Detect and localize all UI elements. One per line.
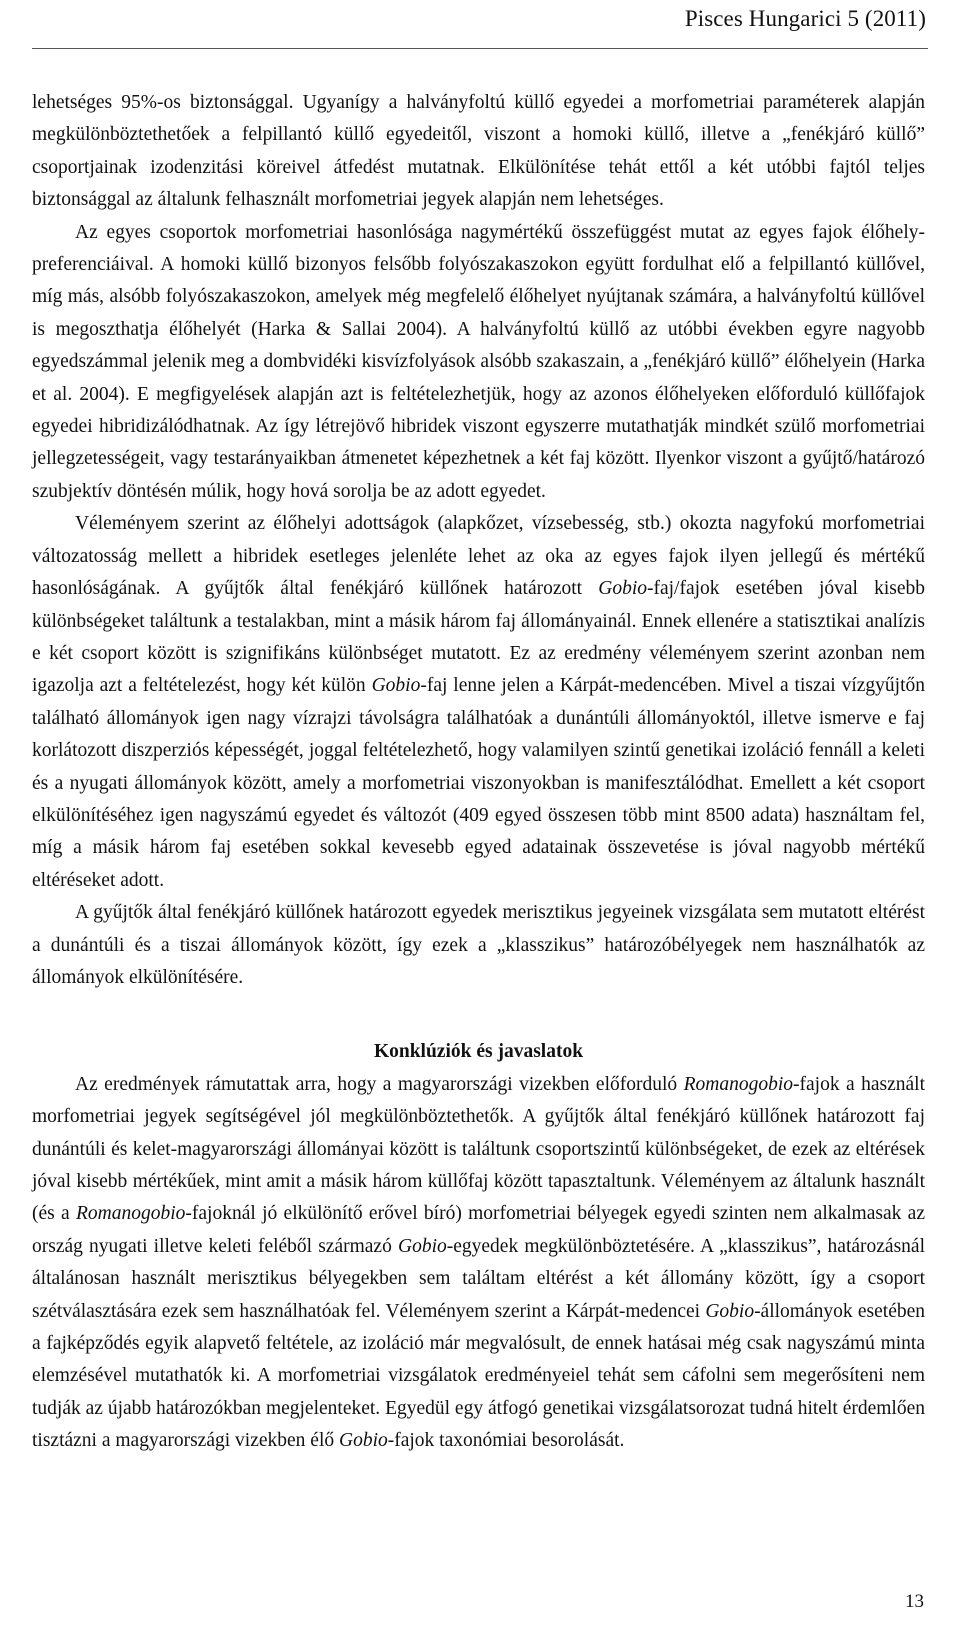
paragraph: lehetséges 95%-os biztonsággal. Ugyanígy a halványfoltú küllő egyedei a morfometriai paraméterek alapján megkülönböztethetőek a felpillantó küllő egyedeitől, viszont a homoki küllő, illetve a „fenékjáró küllő” csoportjainak izodenzitási köreivel átfedést mutatnak. Elkülönítése tehát ettől a két utóbbi fajtól teljes biztonsággal az általunk felhasznált morfometriai jegyek alapján nem lehetséges.: [32, 92, 925, 211]
header-divider: [32, 48, 928, 49]
genus-name: Gobio: [339, 1430, 388, 1452]
paragraph: [32, 508, 925, 897]
paragraph-text: Véleményem szerint az élőhelyi adottságok (alapkőzet, vízsebesség, stb.) okozta nagyfokú morfometriai változatosság mellett a hibridek esetleges jelenléte lehet az oka az egyes fajok ilyen jellegű és mértékű hasonlóságának. A gyűjtők által fenékjáró küllőnek határozott: [32, 513, 925, 600]
paragraph: A gyűjtők által fenékjáró küllőnek határozott egyedek merisztikus jegyeinek vizsgálata sem mutatott eltérést a dunántúli és a tiszai állományok között, így ezek a „klasszikus” határozóbélyegek nem használhatók az állományok elkülönítésére.: [32, 902, 925, 988]
genus-name: Gobio: [598, 578, 647, 600]
paragraph: [32, 1069, 925, 1458]
section-heading: Konklúziók és javaslatok: [373, 1041, 584, 1063]
genus-name: Gobio: [705, 1300, 755, 1322]
paragraph-text: -állományok esetében a fajképződés egyik alapvető feltétele, az izoláció már megvalósult, de ennek hatásai még csak nagyszámú minta elemzésével mutathatók ki. A morfometriai vizsgálatok eredményeiel tehát sem cáfolni sem megerősíteni nem tudják az újabb határozókban megjelenteket. Egyedül egy átfogó genetikai vizsgálatsorozat tudná hitelt érdemlően tisztázni a magyarországi vizekben élő: [32, 1300, 926, 1452]
paragraph-text: -egyedek megkülönböztetésére. A „klasszikus”, határozásnál általánosan használt merisztikus bélyegekben sem találtam eltérést a két állomány között, így a csoport szétválasztására ezek sem használhatóak fel. Véleményem szerint a Kárpát-medencei: [32, 1235, 925, 1322]
paragraph-text: -fajok a használt morfometriai jegyek segítségével jól megkülönböztethetők. A gyűjtők által fenékjáró küllőnek határozott faj dunántúli és kelet-magyarországi állományai között is találtunk csoportszintű különbségeket, de ezek az eltérések jóval kisebb mértékűek, mint amit a másik három küllőfaj között tapasztaltunk. Véleményem az általunk használt (és a: [32, 1073, 926, 1225]
genus-name: Romanogobio: [75, 1203, 186, 1225]
running-header: Pisces Hungarici 5 (2011): [684, 6, 926, 31]
genus-name: Romanogobio: [683, 1073, 794, 1095]
paragraph-text: -faj lenne jelen a Kárpát-medencében. Mivel a tiszai vízgyűjtőn található állományok igen nagy vízrajzi távolságra találhatóak a dunántúli állományoktól, illetve ismerve e faj korlátozott diszperziós képességét, joggal feltételezhető, hogy valamilyen szintű genetikai izoláció fennáll a keleti és a nyugati állományok között, amely a morfometriai viszonyokban is manifesztálódhat. Emellett a két csoport elkülönítéséhez igen nagyszámú egyedet és változót (409 egyed összesen több mint 8500 adata) használtam fel, míg a másik három faj esetében sokkal kevesebb egyed adatainak összevetése is jóval nagyobb mértékű eltéréseket adott.: [32, 675, 925, 891]
page-number: 13: [905, 1591, 924, 1612]
paragraph: Az egyes csoportok morfometriai hasonlósága nagymértékű összefüggést mutat az egyes fajok élőhely-preferenciáival. A homoki küllő bizonyos felsőbb folyószakaszokon együtt fordulhat elő a felpillantó küllővel, míg más, alsóbb folyószakaszokon, amelyek még megfelelő élőhelyet nyújtanak számára, a halványfoltú küllővel is megoszthatja élőhelyét (Harka & Sallai 2004). A halványfoltú küllő az utóbbi években egyre nagyobb egyedszámmal jelenik meg a dombvidéki kisvízfolyások alsóbb szakaszain, a „fenékjáró küllő” élőhelyein (Harka et al. 2004). E megfigyelések alapján azt is feltételezhetjük, hogy az azonos élőhelyeken előforduló küllőfajok egyedei hibridizálódhatnak. Az így létrejövő hibridek viszont egyszerre mutathatják mindkét szülő morfometriai jellegzetességeit, vagy testarányaikban átmenetet képezhetnek a két faj között. Ilyenkor viszont a gyűjtő/határozó szubjektív döntésén múlik, hogy hová sorolja be az adott egyedet.: [32, 221, 925, 502]
paragraph-text: -fajok taxonómiai besorolását.: [387, 1430, 625, 1452]
genus-name: Gobio: [397, 1235, 447, 1257]
genus-name: Gobio: [371, 675, 421, 697]
paragraph-text: -fajoknál jó elkülönítő erővel bíró) morfometriai bélyegek egyedi szinten nem alkalmasak az ország nyugati illetve keleti feléből származó: [32, 1203, 925, 1257]
paragraph-text: -faj/fajok esetében jóval kisebb különbségeket találtunk a testalakban, mint a másik három faj állományainál. Ennek ellenére a statisztikai analízis e két csoport között is szignifikáns különbséget mutatott. Ez az eredmény véleményem szerint azonban nem igazolja azt a feltételezést, hogy két külön: [32, 578, 925, 697]
paragraph-text: Az eredmények rámutattak arra, hogy a magyarországi vizekben előforduló: [75, 1073, 684, 1095]
page-body: [32, 87, 925, 1458]
